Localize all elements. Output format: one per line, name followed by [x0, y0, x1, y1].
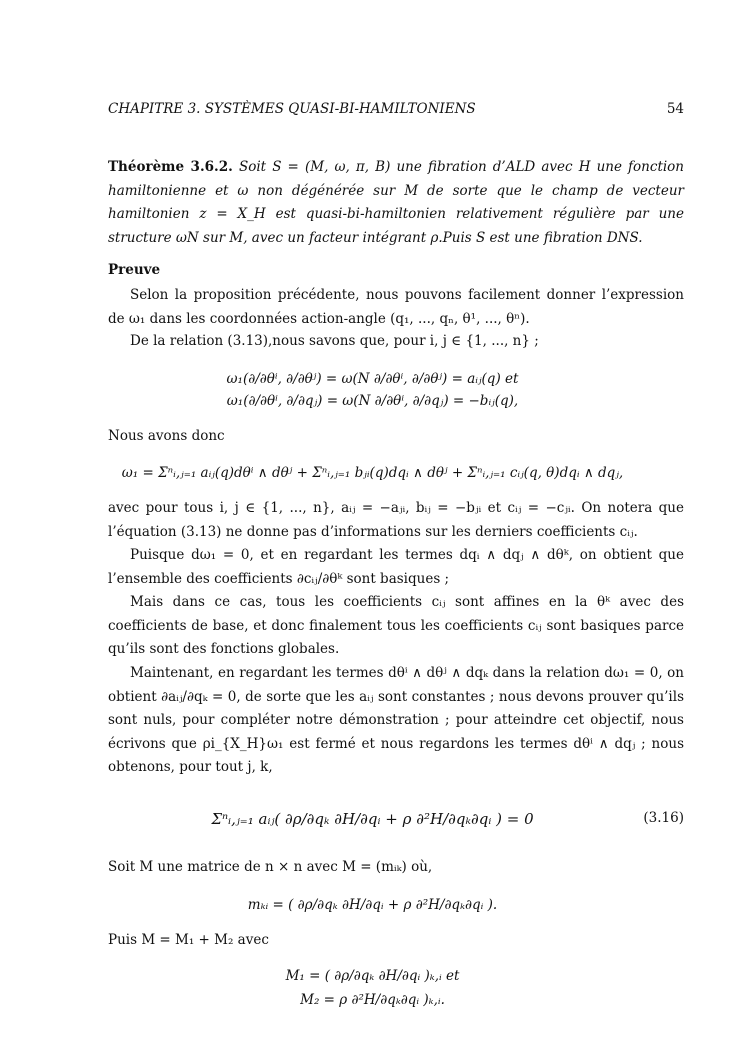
- proof-paragraph-3: Nous avons donc: [108, 428, 225, 444]
- equation-3: [0, 808, 745, 830]
- theorem-label: Théorème 3.6.2.: [108, 159, 233, 175]
- chapter-title: CHAPITRE 3. SYSTÈMES QUASI-BI-HAMILTONIENS: [108, 101, 476, 117]
- theorem-text: Soit S = (M, ω, π, B) une fibration d’ALD avec H une fonction hamiltonienne et ω non dégénérée sur M de sorte que le champ de vecteur hamiltonien z = X_H est quasi-bi-hamiltonien relativement régulière par une structure ωN sur M, avec un facteur intégrant ρ.Puis S est une fibration DNS.: [108, 159, 685, 246]
- proof-paragraph-7: Maintenant, en regardant les termes dθⁱ ∧ dθʲ ∧ dqₖ dans la relation dω₁ = 0, on obtient ∂aᵢⱼ/∂qₖ = 0, de sorte que les aᵢⱼ sont constantes ; nous devons prouver qu’ils sont nuls, pour compléter notre démonstration ; pour atteindre cet objectif, nous écrivons que ρi_{X_H}ω₁ est fermé et nous regardons les termes dθⁱ ∧ dqⱼ ; nous obtenons, pour tout j, k,: [108, 665, 684, 775]
- running-header: [108, 101, 684, 117]
- proof-paragraph-8: Soit M une matrice de n × n avec M = (mᵢₖ) où,: [108, 859, 433, 875]
- proof-paragraph-5: Puisque dω₁ = 0, et en regardant les termes dqᵢ ∧ dqⱼ ∧ dθᵏ, on obtient que l’ensemble des coefficients ∂cᵢⱼ/∂θᵏ sont basiques ;: [108, 547, 684, 587]
- proof-title: Preuve: [108, 262, 161, 278]
- equation-2: ω₁ = Σⁿᵢ,ⱼ₌₁ aᵢⱼ(q)dθⁱ ∧ dθʲ + Σⁿᵢ,ⱼ₌₁ bⱼᵢ(q)dqᵢ ∧ dθʲ + Σⁿᵢ,ⱼ₌₁ cᵢⱼ(q, θ)dqᵢ ∧ dqⱼ,: [121, 465, 624, 481]
- theorem-block: [108, 156, 684, 250]
- page-number: 54: [666, 101, 684, 117]
- proof-paragraph-1: Selon la proposition précédente, nous pouvons facilement donner l’expression de ω₁ dans les coordonnées action-angle (q₁, ..., qₙ, θ¹, ..., θⁿ).: [108, 287, 684, 327]
- equation-1a: ω₁(∂/∂θⁱ, ∂/∂θʲ) = ω(N ∂/∂θⁱ, ∂/∂θʲ) = aᵢⱼ(q) et: [226, 371, 519, 387]
- proof-paragraph-6: Mais dans ce cas, tous les coefficients cᵢⱼ sont affines en la θᵏ avec des coefficients de base, et donc finalement tous les coefficients cᵢⱼ sont basiques parce qu’ils sont des fonctions globales.: [108, 594, 684, 657]
- equation-5a: M₁ = ( ∂ρ/∂qₖ ∂H/∂qᵢ )ₖ,ᵢ et: [285, 968, 460, 984]
- proof-paragraph-4: avec pour tous i, j ∈ {1, ..., n}, aᵢⱼ = −aⱼᵢ, bᵢⱼ = −bⱼᵢ et cᵢⱼ = −cⱼᵢ. On notera que l’équation (3.13) ne donne pas d’informations sur les derniers coefficients cᵢⱼ.: [108, 500, 684, 540]
- equation-3-number: (3.16): [643, 810, 684, 826]
- equation-5b: M₂ = ρ ∂²H/∂qₖ∂qᵢ )ₖ,ᵢ.: [300, 992, 445, 1008]
- proof-paragraph-9: Puis M = M₁ + M₂ avec: [108, 932, 269, 948]
- equation-3-body: Σⁿᵢ,ⱼ₌₁ aᵢⱼ( ∂ρ/∂qₖ ∂H/∂qᵢ + ρ ∂²H/∂qₖ∂qᵢ ) = 0: [211, 810, 534, 828]
- equation-4: mₖᵢ = ( ∂ρ/∂qₖ ∂H/∂qᵢ + ρ ∂²H/∂qₖ∂qᵢ ).: [247, 897, 498, 913]
- equation-1b: ω₁(∂/∂θⁱ, ∂/∂qⱼ) = ω(N ∂/∂θⁱ, ∂/∂qⱼ) = −bᵢⱼ(q),: [226, 393, 519, 409]
- proof-paragraph-2: De la relation (3.13),nous savons que, pour i, j ∈ {1, ..., n} ;: [130, 333, 539, 349]
